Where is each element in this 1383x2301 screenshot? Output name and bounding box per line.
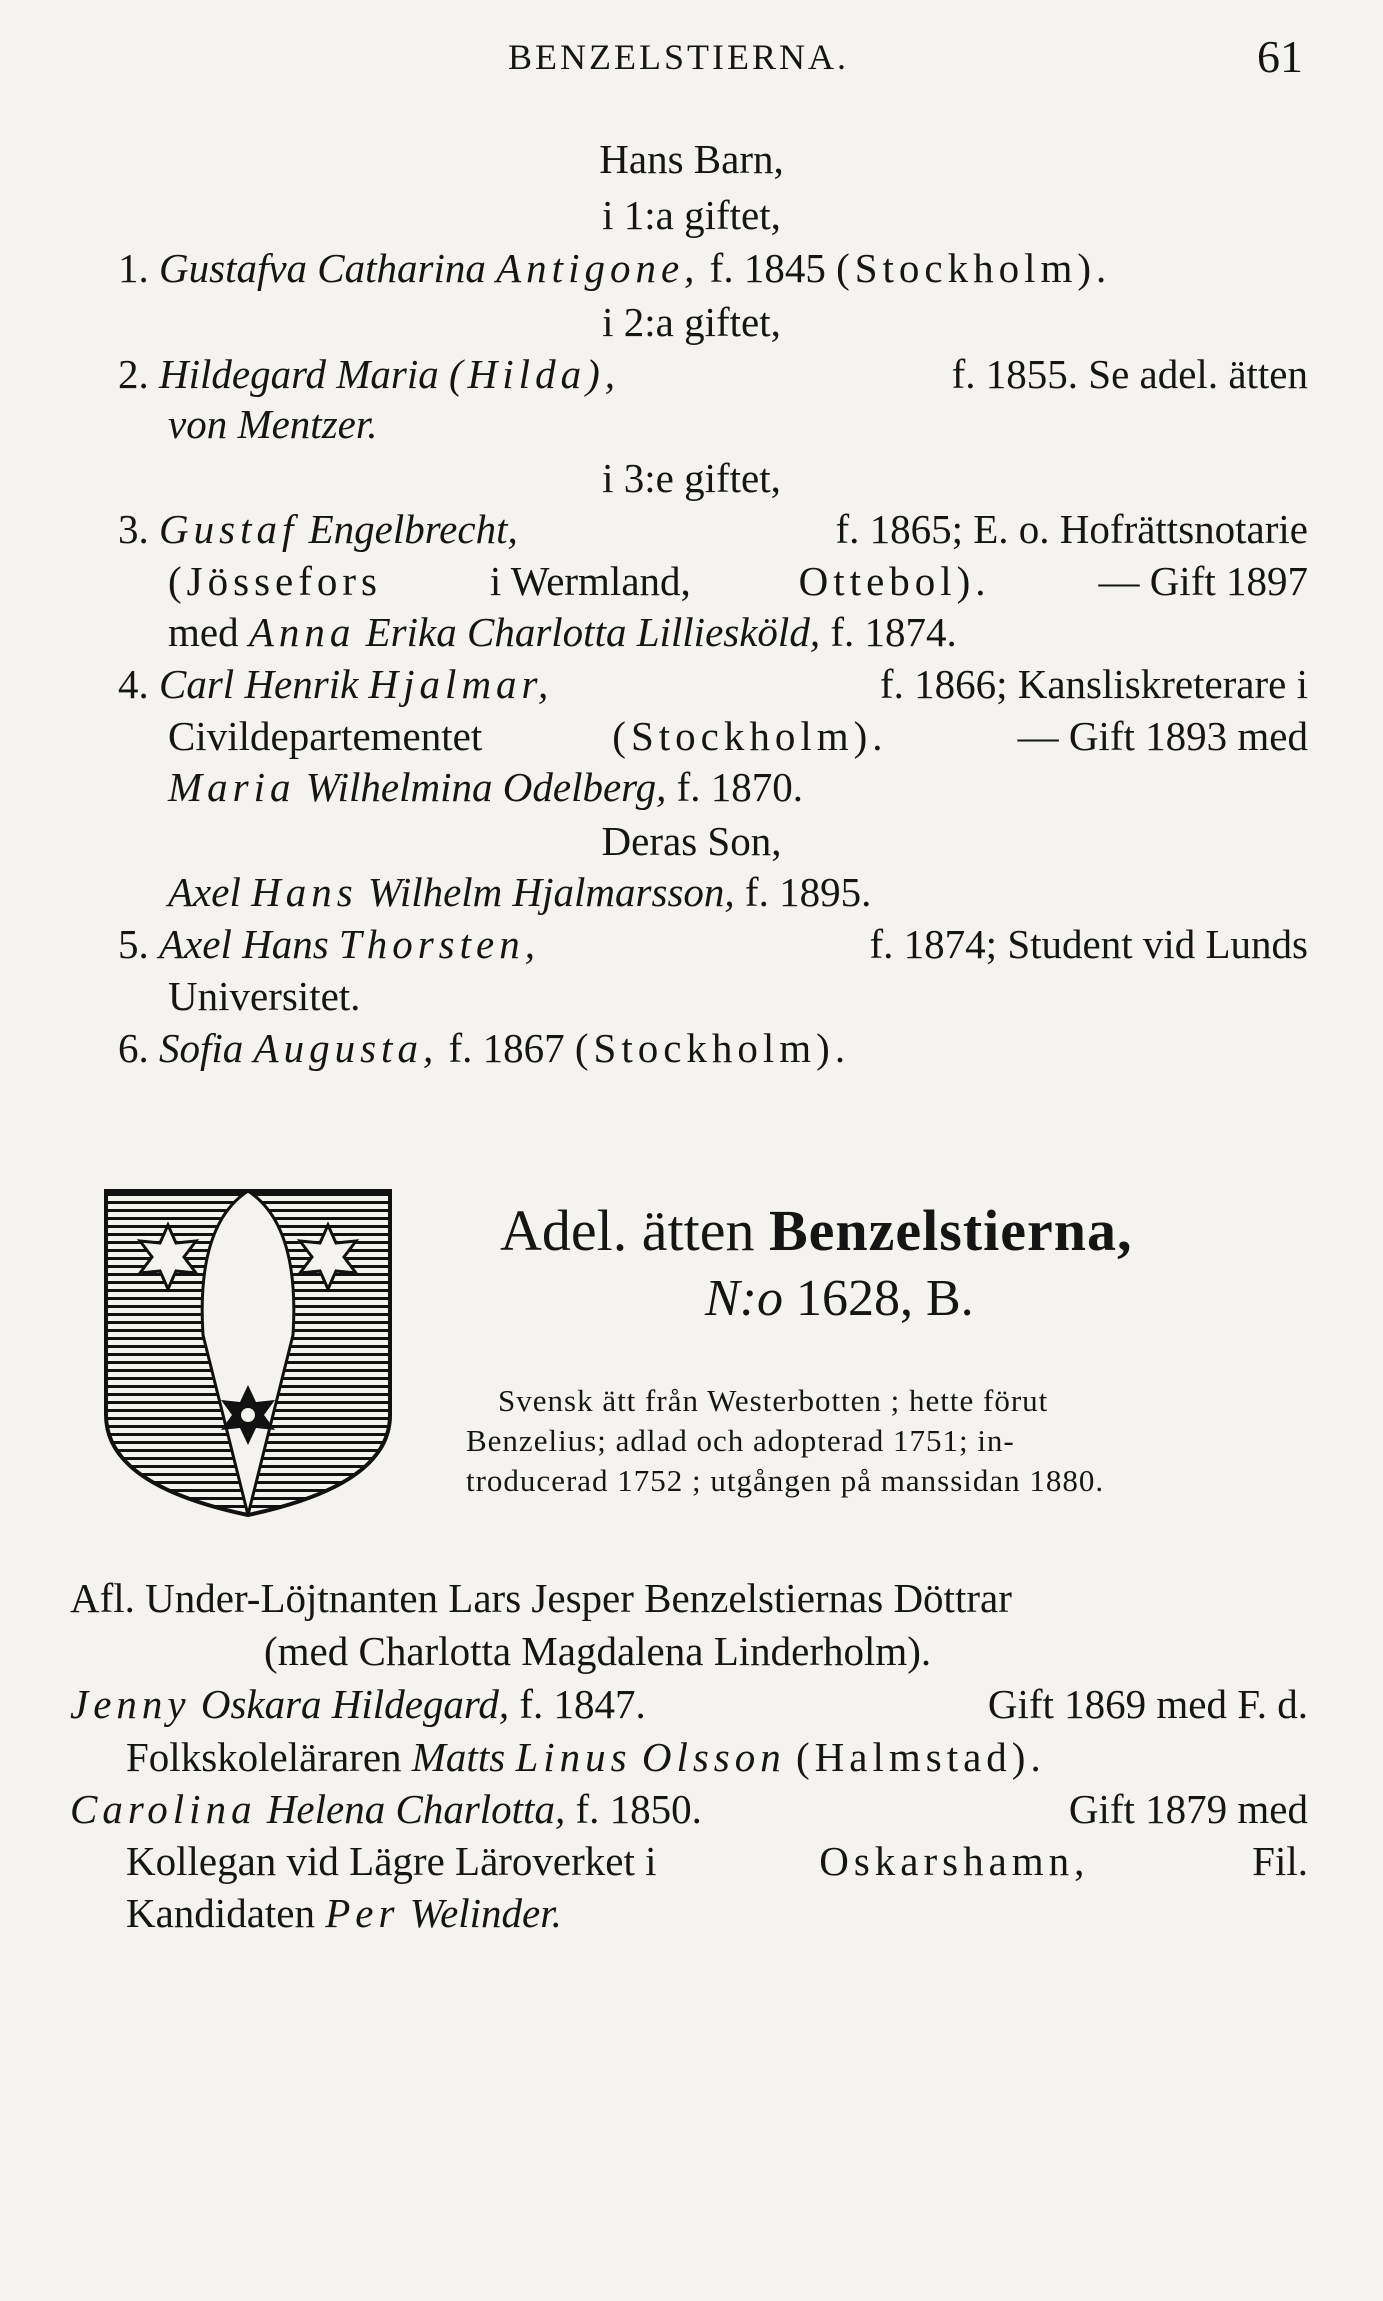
daughter-1-line2 [126,1731,1046,1783]
child-details: f. 1855. Se adel. ätten [951,351,1308,397]
marriage-note: — Gift 1893 med [1017,713,1308,759]
marriage-note: Gift 1869 med F. d. [987,1681,1308,1727]
daughter-2-line3 [126,1887,562,1939]
spouse-callname: Maria [168,764,296,810]
marriage-2-heading: i 2:a giftet, [602,299,781,345]
place: (Stockholm). [612,713,888,759]
child-3-line2 [168,555,1308,607]
birth-year: f. 1845 [709,245,826,291]
number-label: N:o [705,1270,783,1327]
child-number: 6. [118,1025,149,1071]
child-number: 1. [118,245,149,291]
place: (Stockholm). [836,245,1112,291]
family-description-line3: troducerad 1752 ; utgången på manssidan 1880. [466,1463,1105,1498]
daughter-name: Oskara Hildegard, [200,1681,510,1727]
title-family-name: Benzelstierna, [768,1198,1133,1263]
family-reference: von Mentzer. [168,401,378,447]
child-name: Engelbrecht, [308,506,518,552]
daughter-callname: Carolina [70,1786,257,1832]
marriage-note: — Gift 1897 [1098,558,1308,604]
child-2-line2 [168,398,378,450]
afl-line1 [70,1572,1012,1624]
marriage-3-heading: i 3:e giftet, [602,455,781,501]
daughter-1-entry [70,1678,1308,1730]
shield-icon [98,1185,398,1525]
child-name: Carl Henrik [159,661,359,707]
heading-hans-barn: Hans Barn, [599,136,784,182]
family-section-title [500,1196,1133,1266]
spouse-callname: Per [325,1890,400,1936]
birth-year: f. 1867 [448,1025,565,1071]
family-description-line2: Benzelius; adlad och adopterad 1751; in- [466,1423,1015,1458]
daughter-2-line2 [126,1835,1308,1887]
child-number: 5. [118,921,149,967]
daughter-name: Helena Charlotta, [266,1786,566,1832]
child-4-line3 [168,761,803,813]
spouse-title: Kollegan vid Lägre Läroverket i [126,1838,657,1884]
spouse-callname: Linus [515,1734,632,1780]
spouse-birth: f. 1870. [676,764,803,810]
child-number: 4. [118,661,149,707]
place: (Jössefors [168,558,382,604]
child-callname: Antigone, [496,245,700,291]
child-4-line2 [168,710,1308,762]
place: Oskarshamn, [819,1838,1090,1884]
heading-deras-son: Deras Son, [601,818,782,864]
daughter-birth: f. 1847. [519,1681,646,1727]
coat-of-arms-image [98,1185,398,1525]
spouse-name: Matts [411,1734,506,1780]
afl-line2: (med Charlotta Magdalena Linderholm). [264,1628,932,1674]
child-callname: Thorsten, [338,921,540,967]
grandson-birth: f. 1895. [744,869,872,915]
department: Civildepartementet [168,713,483,759]
marriage-note: Gift 1879 med [1068,1786,1308,1832]
place: (Halmstad). [796,1734,1046,1780]
family-description-line1: Svensk ätt från Westerbotten ; hette förut [498,1383,1049,1418]
grandson-name-rest: Wilhelm Hjalmarsson, [367,869,735,915]
child-number: 2. [118,351,149,397]
child-details: f. 1866; Kansliskreterare i [879,661,1308,707]
child-callname: Augusta, [253,1025,439,1071]
running-head: BENZELSTIERNA. [508,37,849,77]
child-5-line2: Universitet. [168,973,361,1019]
spouse-name: Erika Charlotta Lilliesköld, [365,609,821,655]
spouse-name: Wilhelmina Odelberg, [305,764,667,810]
grandson-entry [168,866,871,918]
text-med: med [168,609,239,655]
afl-label: Afl. [70,1575,135,1621]
child-5-entry [118,918,1308,970]
spouse-title: Folkskoleläraren [126,1734,402,1780]
child-callname: Gustaf [159,506,299,552]
grandson-callname: Hans [251,869,358,915]
place: (Stockholm). [574,1025,851,1071]
child-callname: (Hilda), [449,351,620,397]
child-3-entry [118,503,1308,555]
spouse-degree: Kandidaten [126,1890,315,1936]
place-estate: Ottebol). [798,558,991,604]
spouse-callname: Anna [248,609,356,655]
child-number: 3. [118,506,149,552]
degree: Fil. [1252,1838,1308,1884]
child-name: Hildegard Maria [159,351,439,397]
child-1-entry [118,242,1111,294]
marriage-1-heading: i 1:a giftet, [602,192,781,238]
afl-text: Under-Löjtnanten Lars Jesper Benzelstiernas Döttrar [145,1575,1012,1621]
child-2-entry [118,348,1308,400]
spouse-birth: f. 1874. [830,609,957,655]
family-number [705,1268,974,1330]
child-6-entry [118,1022,850,1074]
child-callname: Hjalmar, [368,661,554,707]
child-name: Gustafva Catharina [159,245,486,291]
child-details: f. 1874; Student vid Lunds [869,921,1308,967]
child-name: Sofia [159,1025,244,1071]
number-value: 1628, B. [796,1270,974,1327]
title-plain: Adel. ätten [500,1198,755,1263]
spouse-surname: Olsson [641,1734,786,1780]
daughter-birth: f. 1850. [575,1786,702,1832]
child-3-line3 [168,606,957,658]
child-details: f. 1865; E. o. Hofrättsnotarie [835,506,1308,552]
place-region: i Wermland, [489,558,691,604]
daughter-callname: Jenny [70,1681,191,1727]
daughter-2-entry [70,1783,1308,1835]
grandson-name: Axel [168,869,241,915]
page-header [0,30,1383,90]
child-4-entry [118,658,1308,710]
page-number: 61 [1257,31,1303,82]
child-name: Axel Hans [159,921,329,967]
spouse-surname: Welinder. [409,1890,562,1936]
